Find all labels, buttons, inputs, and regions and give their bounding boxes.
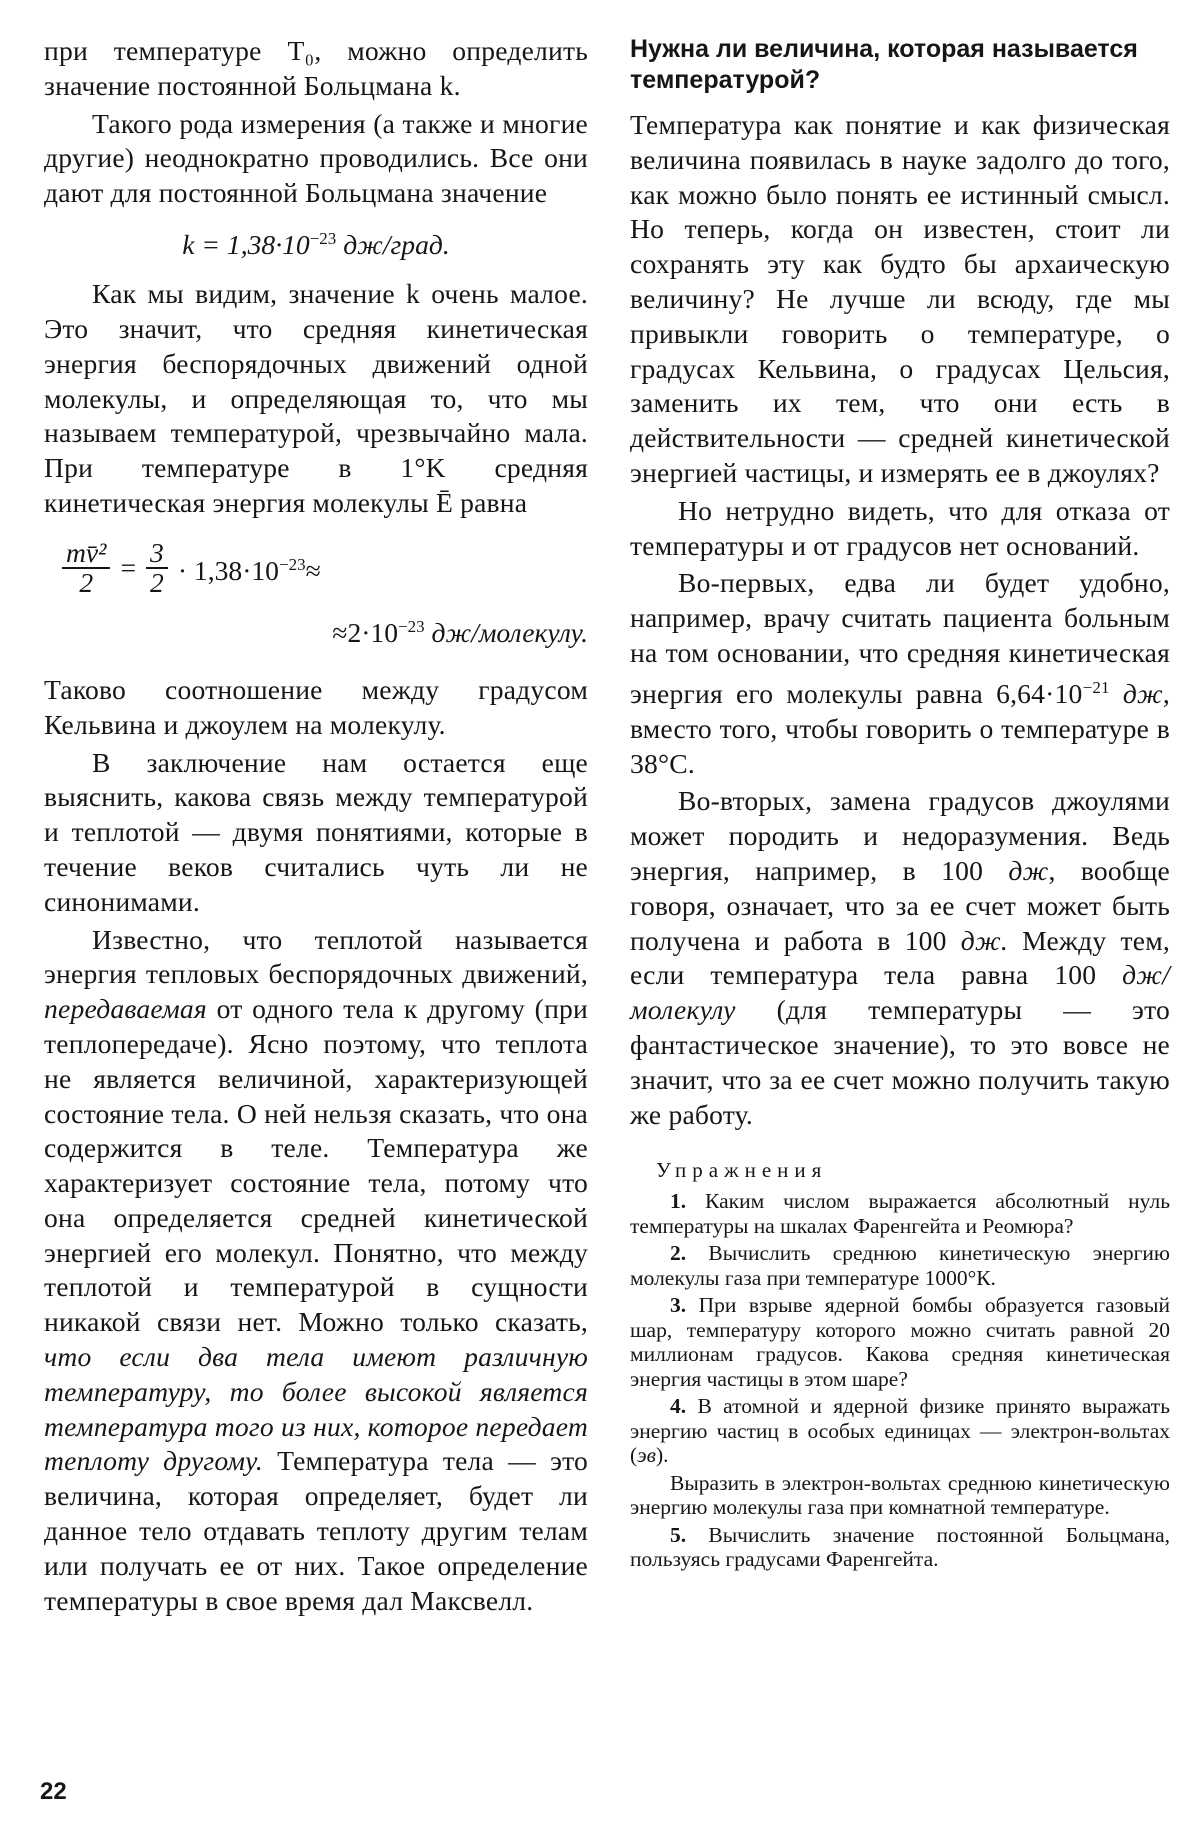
page-number: 22 bbox=[40, 1778, 67, 1805]
formula-exponent: −23 bbox=[309, 228, 337, 248]
exercise-text: Каким числом выражается абсолютный нуль температуры на шкалах Фаренгейта и Реомюра? bbox=[630, 1189, 1170, 1238]
text-run: Во-вторых, замена градусов джоулями может породить и недоразумения. Ведь энергия, например, в 100 bbox=[630, 785, 1170, 886]
exercise-number: 2. bbox=[670, 1241, 687, 1266]
exercise-number: 3. bbox=[670, 1293, 687, 1318]
formula-approx: ≈ bbox=[305, 554, 321, 586]
formula-unit: дж/молекулу. bbox=[424, 616, 588, 648]
formula-exponent: −23 bbox=[278, 554, 306, 574]
text-run: Температура тела — это величина, которая определяет, будет ли данное тело отдавать теплоту другим телам или получать ее от них. Такое определение температуры в свое время дал Максвелл. bbox=[44, 1445, 589, 1616]
formula-text: k = 1,38·10 bbox=[182, 229, 310, 261]
emphasis-text: что если два тела имеют различную температуру, то более высокой является температура того из них, которое передает теплоту другому. bbox=[44, 1341, 588, 1477]
fraction-denominator: 2 bbox=[79, 566, 94, 598]
text-run: , вместо того, чтобы говорить о температуре в 38°С. bbox=[630, 677, 1171, 779]
unit-text: эв bbox=[637, 1443, 656, 1468]
exercise-item bbox=[630, 1293, 1170, 1391]
section-heading: Нужна ли величина, которая называется температурой? bbox=[630, 35, 1138, 94]
paragraph bbox=[630, 566, 1170, 781]
kinetic-energy-formula: $\frac{\text{mv̄²}}{2}$ = $\frac{3}{2}$ · $1,38\cdot 10^{-23}\approx$ $\approx 2\cdot 10^{-23}$ дж/молекулу. bbox=[44, 539, 588, 651]
exercise-text: ). bbox=[655, 1443, 669, 1468]
boltzmann-constant-formula bbox=[44, 221, 588, 263]
exercise-text: В атомной и ядерной физике принято выражать энергию частиц в особых единицах — электрон-вольтах ( bbox=[630, 1394, 1170, 1468]
unit-text: дж bbox=[1008, 854, 1049, 886]
unit-text: дж bbox=[1109, 677, 1163, 709]
paragraph bbox=[630, 784, 1170, 1132]
formula-unit: дж/град. bbox=[336, 229, 450, 261]
text-run: от одного тела к другому (при теплопередаче). Ясно поэтому, что теплота не является величиной, характеризующей состояние тела. О ней нельзя сказать, что она содержится в теле. Температура же характеризует состояние тела, потому что она определяется средней кинетической энергией его молекул. Понятно, что между теплотой и температурой в сущности никакой связи нет. Можно только сказать, bbox=[44, 993, 588, 1338]
text-run: , вообще говоря, означает, что за ее счет может быть получена и работа в 100 bbox=[630, 854, 1170, 956]
exercise-item bbox=[630, 1241, 1170, 1290]
exercise-item: Выразить в электрон-вольтах среднюю кинетическую энергию молекулы газа при комнатной температуре. bbox=[630, 1470, 1170, 1520]
paragraph: при температуре T₀, можно определить значение постоянной Больцмана k. bbox=[44, 35, 588, 101]
exercises-title: Упражнения bbox=[656, 1158, 828, 1183]
text-run: Известно, что теплотой называется энергия тепловых беспорядочных движений, bbox=[44, 923, 588, 990]
exercise-text: Вычислить значение постоянной Больцмана, пользуясь градусами Фаренгейта. bbox=[630, 1522, 1170, 1572]
exercise-item bbox=[630, 1523, 1170, 1572]
left-column bbox=[44, 34, 588, 1618]
right-column bbox=[630, 34, 1170, 1572]
exercise-number: 4. bbox=[670, 1394, 687, 1419]
exercise-item bbox=[630, 1394, 1170, 1468]
unit-text: дж. bbox=[960, 924, 1008, 956]
unit-text: дж/молекулу bbox=[630, 959, 1170, 1026]
fraction-denominator: 2 bbox=[150, 566, 164, 598]
exercise-text: При взрыве ядерной бомбы образуется газовый шар, температуру которого можно считать равной 20 миллионам градусов. Какова средняя кинетическая энергия частицы в этом шаре? bbox=[630, 1293, 1170, 1391]
formula-exponent: −23 bbox=[398, 616, 425, 636]
exercise-item bbox=[630, 1189, 1170, 1238]
paragraph: Как мы видим, значение k очень малое. Это значит, что средняя кинетическая энергия беспорядочных движений одной молекулы, и определяющая то, что мы называем температурой, чрезвычайно мала. При температуре в 1°K средняя кинетическая энергия молекулы Ē равна bbox=[44, 278, 588, 518]
exercise-text: Вычислить среднюю кинетическую энергию молекулы газа при температуре 1000°К. bbox=[630, 1241, 1170, 1290]
emphasis-text: передаваемая bbox=[44, 993, 207, 1025]
formula-exponent: −21 bbox=[1082, 677, 1110, 697]
paragraph bbox=[44, 923, 588, 1619]
text-run: (для температуры — это фантастическое значение), то это вовсе не значит, что за ее счет можно получить такую же работу. bbox=[630, 994, 1170, 1130]
fraction bbox=[146, 536, 168, 598]
exercise-number: 1. bbox=[670, 1189, 687, 1214]
paragraph: Таково соотношение между градусом Кельвина и джоулем на молекулу. bbox=[44, 673, 588, 740]
fraction bbox=[62, 536, 110, 598]
formula-text: ≈2·10 bbox=[332, 616, 399, 648]
fraction-numerator: 3 bbox=[146, 539, 168, 569]
fraction-numerator: mv̄² bbox=[62, 539, 110, 569]
text-run: Между тем, если температура тела равна 100 bbox=[630, 924, 1171, 991]
paragraph: Такого рода измерения (а также и многие другие) неоднократно проводились. Все они дают для постоянной Больцмана значение bbox=[44, 107, 588, 209]
paragraph: Температура как понятие и как физическая величина появилась в науке задолго до того, как можно было понять ее истинный смысл. Но теперь, когда он известен, стоит ли сохранять эту как будто бы архаическую величину? Не лучше ли всюду, где мы привыкли говорить о температуре, о градусах Кельвина, о градусах Цельсия, заменить их тем, что они есть в действительности — средней кинетической энергией частицы, и измерять ее в джоулях? bbox=[630, 109, 1170, 488]
formula-text: · 1,38·10 bbox=[177, 554, 279, 586]
text-run: Во-первых, едва ли будет удобно, например, врачу считать пациента больным на том основании, что средняя кинетическая энергия его молекулы равна 6,64·10 bbox=[630, 567, 1170, 709]
paragraph: В заключение нам остается еще выяснить, какова связь между температурой и теплотой — двумя понятиями, которые в течение веков считались чуть ли не синонимами. bbox=[44, 746, 588, 917]
paragraph: Но нетрудно видеть, что для отказа от температуры и от градусов нет оснований. bbox=[630, 494, 1170, 561]
exercise-number: 5. bbox=[670, 1522, 687, 1547]
